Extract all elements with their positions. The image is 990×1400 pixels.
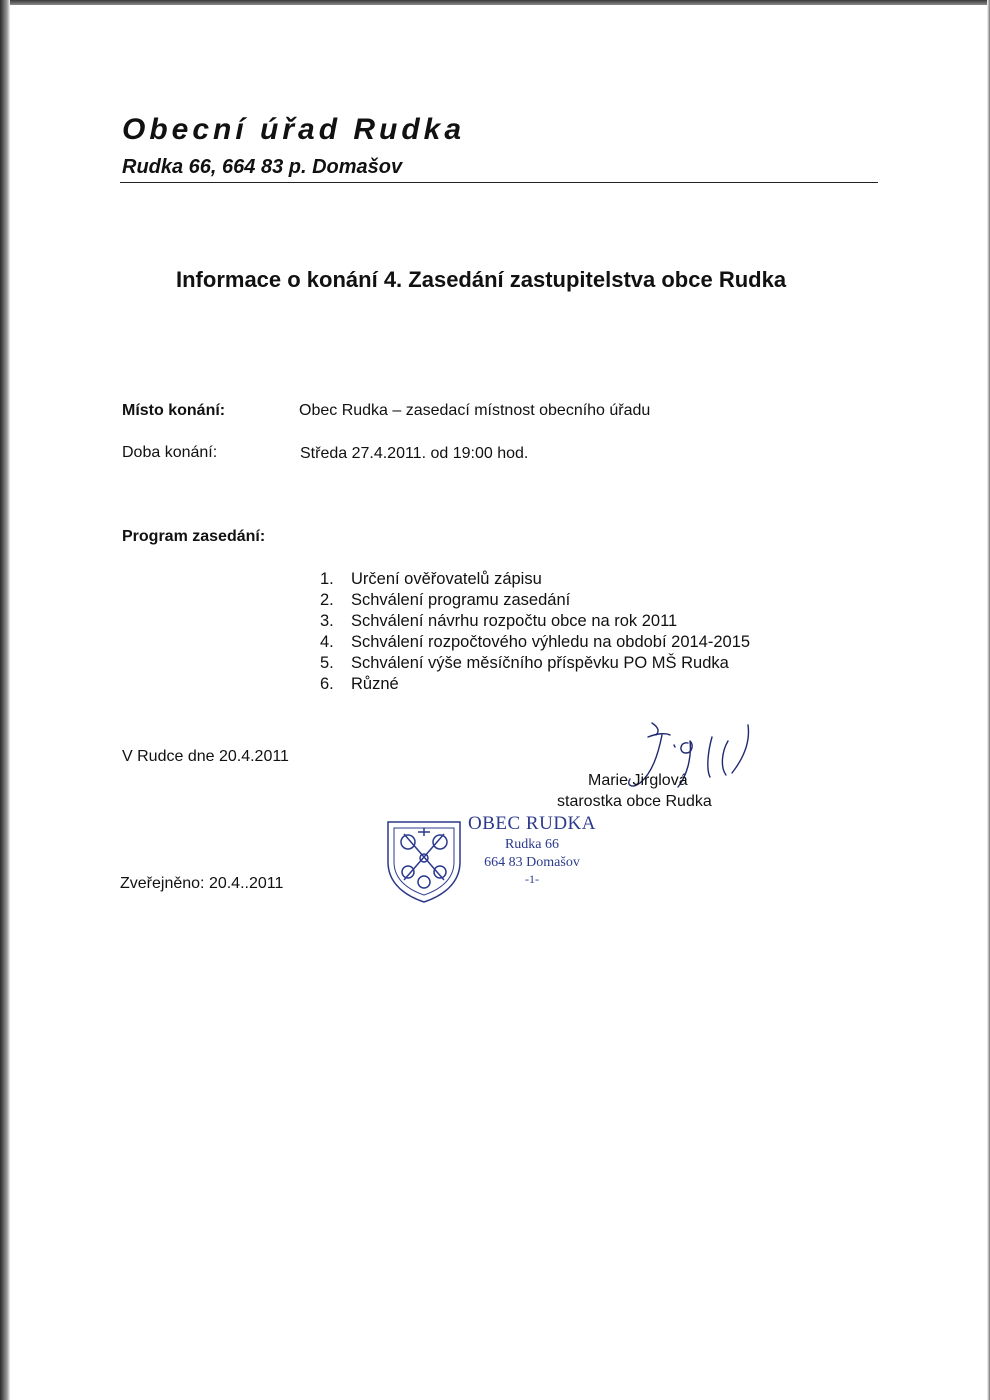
time-value: Středa 27.4.2011. od 19:00 hod. <box>300 445 529 462</box>
scan-edge-top <box>0 0 990 5</box>
org-title: Obecní úřad Rudka <box>122 113 466 146</box>
item-text: Schválení programu zasedání <box>351 591 571 609</box>
org-address: Rudka 66, 664 83 p. Domašov <box>122 156 403 178</box>
place-label: Místo konání: <box>122 402 226 419</box>
program-label: Program zasedání: <box>122 528 266 545</box>
stamp-postal: 664 83 Domašov <box>484 855 580 870</box>
stamp-street: Rudka 66 <box>504 837 560 852</box>
program-list <box>320 569 750 695</box>
scan-edge-left <box>0 0 10 1400</box>
item-number: 6. <box>320 675 334 693</box>
stamp-title: OBEC RUDKA <box>468 813 596 834</box>
item-number: 3. <box>320 612 334 630</box>
published-date: Zveřejněno: 20.4..2011 <box>120 875 284 892</box>
item-text: Schválení výše měsíčního příspěvku PO MŠ Rudka <box>351 654 729 672</box>
header-divider <box>120 182 878 183</box>
signer-name: Marie Jirglová <box>588 772 688 789</box>
item-text: Různé <box>351 675 399 693</box>
item-text: Určení ověřovatelů zápisu <box>351 570 542 588</box>
list-item <box>320 611 750 632</box>
document-heading: Informace o konání 4. Zasedání zastupitelstva obce Rudka <box>176 267 787 292</box>
item-number: 5. <box>320 654 334 672</box>
item-number: 2. <box>320 591 334 609</box>
place-value: Obec Rudka – zasedací místnost obecního úřadu <box>299 402 651 419</box>
list-item <box>320 569 750 590</box>
list-item <box>320 674 750 695</box>
item-number: 4. <box>320 633 334 651</box>
coat-of-arms-icon <box>384 818 464 904</box>
list-item <box>320 590 750 611</box>
time-label: Doba konání: <box>122 444 218 461</box>
item-text: Schválení rozpočtového výhledu na období 2014-2015 <box>351 633 751 651</box>
stamp-number: -1- <box>524 872 539 886</box>
item-text: Schválení návrhu rozpočtu obce na rok 2011 <box>351 612 678 630</box>
list-item <box>320 653 750 674</box>
signer-role: starostka obce Rudka <box>557 793 712 810</box>
stamp <box>468 813 596 887</box>
list-item <box>320 632 750 653</box>
item-number: 1. <box>320 570 334 588</box>
date-line: V Rudce dne 20.4.2011 <box>122 748 289 765</box>
